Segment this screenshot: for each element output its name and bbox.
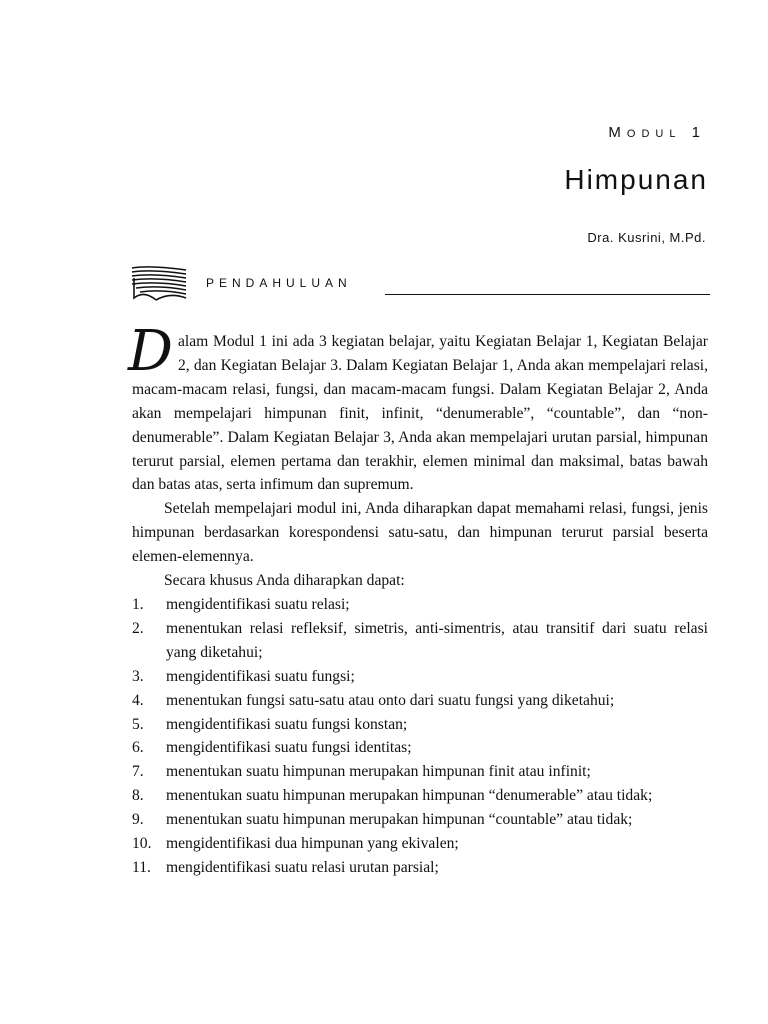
list-number: 10. xyxy=(132,835,152,853)
intro-paragraph-1-text: alam Modul 1 ini ada 3 kegiatan belajar, yaitu Kegiatan Belajar 1, Kegiatan Belajar 2, dan Kegiatan Belajar 3. Dalam Kegiatan Belajar 1, Anda akan mempelajari relasi, macam-macam relasi, fungsi, dan macam-macam fungsi. Dalam Kegiatan Belajar 2, Anda akan mempelajari himpunan finit, infinit, “denumerable”, “countable”, dan “non-denumerable”. Dalam Kegiatan Belajar 3, Anda akan mempelajari urutan parsial, himpunan terurut parsial, elemen pertama dan terakhir, elemen minimal dan maksimal, batas bawah dan batas atas, serta infimum dan supremum. xyxy=(132,333,708,494)
list-number: 1. xyxy=(132,595,144,613)
module-label: Modul 1 xyxy=(608,124,706,141)
list-number: 7. xyxy=(132,763,144,781)
body-text xyxy=(128,319,708,880)
list-text: menentukan suatu himpunan merupakan himpunan “countable” atau tidak; xyxy=(166,811,633,829)
list-item xyxy=(132,808,708,832)
list-item xyxy=(132,665,708,689)
list-item xyxy=(132,760,708,784)
list-text: menentukan fungsi satu-satu atau onto dari suatu fungsi yang diketahui; xyxy=(166,691,615,709)
intro-paragraph-2: Setelah mempelajari modul ini, Anda diharapkan dapat memahami relasi, fungsi, jenis himpunan berdasarkan korespondensi satu-satu, dan himpunan terurut parsial beserta elemen-elemennya. xyxy=(132,500,708,566)
list-number: 8. xyxy=(132,787,144,805)
list-item xyxy=(132,832,708,856)
list-text: menentukan suatu himpunan merupakan himpunan “denumerable” atau tidak; xyxy=(166,787,653,805)
list-text: menentukan relasi refleksif, simetris, anti-simentris, atau transitif dari suatu relasi yang diketahui; xyxy=(166,619,708,661)
open-book-icon xyxy=(130,264,188,302)
list-number: 4. xyxy=(132,691,144,709)
list-number: 9. xyxy=(132,811,144,829)
list-item xyxy=(132,593,708,617)
list-item xyxy=(132,713,708,737)
list-text: mengidentifikasi suatu fungsi identitas; xyxy=(166,739,412,757)
drop-cap: D xyxy=(128,319,173,384)
section-divider xyxy=(385,294,710,295)
list-number: 11. xyxy=(132,858,151,876)
list-text: menentukan suatu himpunan merupakan himpunan finit atau infinit; xyxy=(166,763,591,781)
list-number: 5. xyxy=(132,715,144,733)
list-item xyxy=(132,617,708,665)
list-text: mengidentifikasi suatu relasi; xyxy=(166,595,350,613)
list-number: 3. xyxy=(132,667,144,685)
list-text: mengidentifikasi suatu fungsi; xyxy=(166,667,355,685)
list-number: 2. xyxy=(132,619,144,637)
list-text: mengidentifikasi suatu relasi urutan parsial; xyxy=(166,858,439,876)
section-header xyxy=(130,264,710,304)
author-name: Dra. Kusrini, M.Pd. xyxy=(587,230,706,245)
list-item xyxy=(132,856,708,880)
page-title: Himpunan xyxy=(564,164,708,195)
section-title: PENDAHULUAN xyxy=(206,276,352,290)
list-number: 6. xyxy=(132,739,144,757)
list-item xyxy=(132,736,708,760)
list-text: mengidentifikasi dua himpunan yang ekivalen; xyxy=(166,835,459,853)
intro-paragraph-3: Secara khusus Anda diharapkan dapat: xyxy=(164,572,405,590)
list-text: mengidentifikasi suatu fungsi konstan; xyxy=(166,715,408,733)
objectives-list xyxy=(132,593,708,880)
list-item xyxy=(132,689,708,713)
intro-paragraph-1 xyxy=(128,319,708,497)
list-item xyxy=(132,784,708,808)
